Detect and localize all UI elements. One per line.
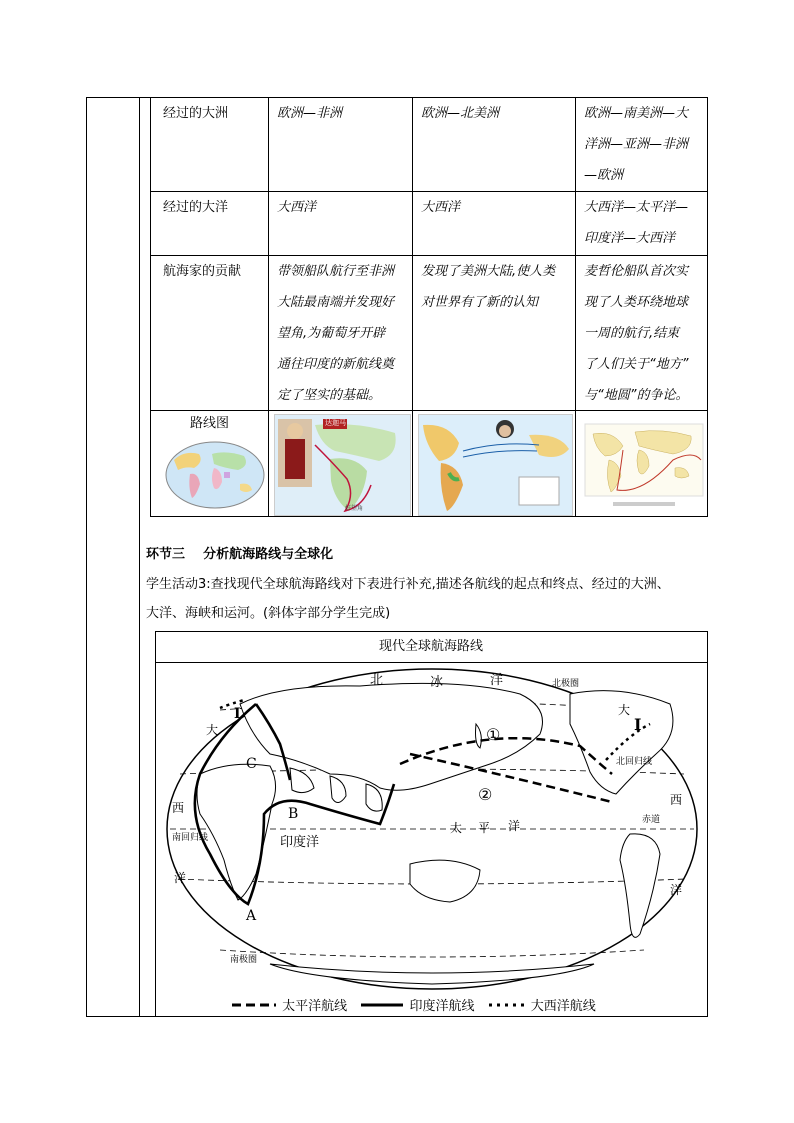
row-label-route: 路线图 [190, 416, 230, 431]
magellan-contribution: 麦哲伦船队首次实 现了人类环绕地球 一周的航行,结束 了人们关于“地方” 与“地圆”的争论。 [584, 264, 689, 403]
label-arctic-3: 洋 [490, 673, 504, 688]
magellan-route-thumbnail [583, 420, 705, 512]
columbus-contribution: 发现了美洲大陆,使人类 对世界有了新的认知 [421, 264, 556, 310]
activity-line-1: 学生活动3:查找现代全球航海路线对下表进行补充,描述各航线的起点和终点、经过的大洲、 [146, 577, 670, 592]
label-atlantic-east3: 洋 [670, 883, 683, 897]
dagama-route-thumbnail [274, 414, 411, 516]
columbus-route-thumbnail [418, 414, 573, 516]
dagama-oceans: 大西洋 [277, 200, 317, 215]
magellan-continents: 欧洲—南美洲—大 洋洲—亚洲—非洲 —欧洲 [584, 106, 689, 183]
label-point-i-right: I [634, 715, 642, 734]
magellan-oceans: 大西洋—太平洋— 印度洋—大西洋 [584, 200, 689, 246]
label-atlantic-east: 大 [618, 703, 631, 717]
legend-atlantic-label: 大西洋航线 [530, 999, 596, 1014]
columbus-oceans: 大西洋 [421, 200, 461, 215]
label-point-i-left: I [234, 706, 241, 722]
label-atlantic-west2: 西 [172, 801, 185, 815]
label-pacific-3: 洋 [508, 819, 521, 833]
row-label-oceans: 经过的大洋 [163, 200, 229, 215]
frame-right [707, 97, 708, 517]
label-atlantic-east2: 西 [670, 793, 683, 807]
label-arctic-circle: 北极圈 [552, 679, 580, 689]
map-legend [230, 996, 650, 1018]
map-frame-left [155, 631, 156, 1017]
label-tropic-capricorn: 南回归线 [172, 833, 209, 843]
row-label-continents: 经过的大洲 [163, 106, 229, 121]
label-point-b: B [288, 806, 299, 822]
label-pacific-1: 太 [450, 821, 463, 835]
label-indian-ocean: 印度洋 [280, 835, 320, 850]
dagama-thumb-label: 达迦马 [325, 419, 346, 427]
label-pacific-2: 平 [478, 821, 491, 835]
dagama-thumb-bottom-label: 好望角 [345, 505, 364, 512]
activity-line-2: 大洋、海峡和运河。(斜体字部分学生完成) [146, 606, 391, 621]
label-route-2: ② [478, 785, 493, 804]
dagama-continents: 欧洲—非洲 [277, 106, 343, 121]
legend-indian-label: 印度洋航线 [409, 999, 475, 1014]
dagama-contribution: 带领船队航行至非洲 大陆最南端并发现好 望角,为葡萄牙开辟 通往印度的新航线奠 定了坚实的基础。 [277, 264, 395, 403]
legend-indian-swatch [359, 996, 405, 1018]
label-arctic-1: 北 [370, 673, 384, 688]
map-frame-title-bottom [155, 662, 708, 663]
label-atlantic-west: 大 [206, 723, 219, 737]
label-atlantic-west3: 洋 [174, 871, 187, 885]
label-point-c: C [246, 756, 257, 772]
map-frame-right [707, 631, 708, 1017]
shipping-routes-map [160, 664, 704, 994]
label-antarctic-circle: 南极圈 [230, 955, 258, 965]
label-tropic-cancer: 北回归线 [616, 757, 653, 767]
legend-atlantic-swatch [487, 996, 527, 1018]
label-route-1: ① [486, 725, 501, 744]
legend-pacific-label: 太平洋航线 [282, 999, 348, 1014]
frame-left-outer [86, 97, 87, 1017]
section-heading: 环节三 分析航海路线与全球化 [146, 547, 334, 562]
label-point-a: A [246, 908, 257, 924]
legend-pacific-swatch [230, 996, 278, 1018]
frame-left-inner [139, 97, 140, 1017]
columbus-continents: 欧洲—北美洲 [421, 106, 500, 121]
world-map-thumbnail [164, 440, 266, 510]
label-equator: 赤道 [642, 815, 661, 825]
label-arctic-2: 冰 [430, 675, 444, 690]
frame-left-inner2 [150, 97, 151, 517]
map-title: 现代全球航海路线 [378, 639, 483, 654]
row-label-contribution: 航海家的贡献 [163, 264, 242, 279]
